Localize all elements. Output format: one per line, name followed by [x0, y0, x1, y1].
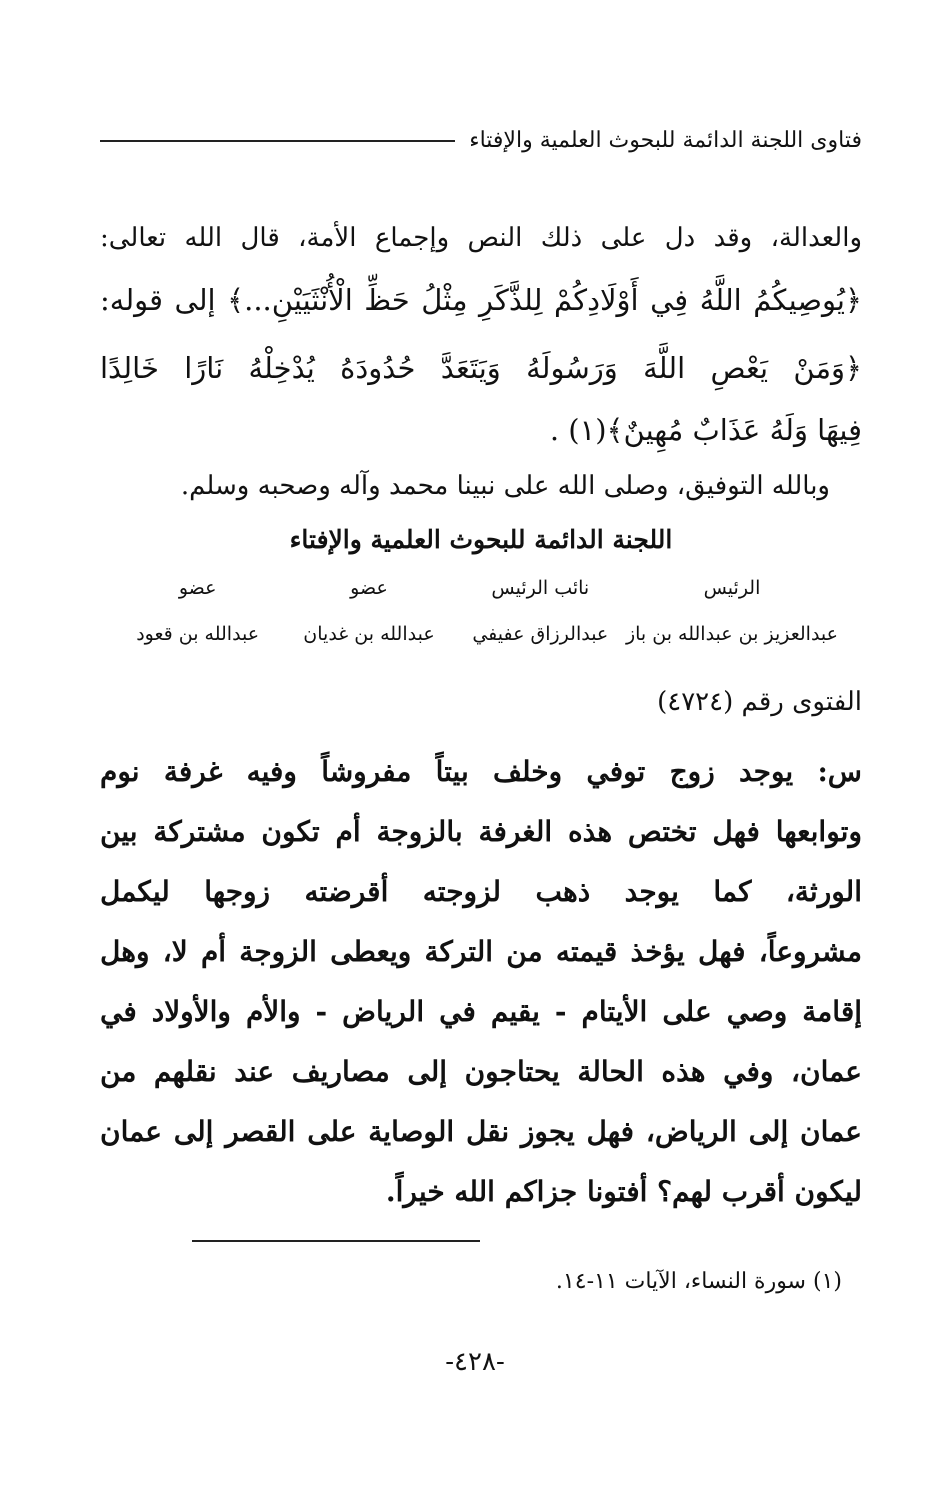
- footnote: (١) سورة النساء، الآيات ١١-١٤.: [555, 1269, 842, 1294]
- quran-verse-line-2: ﴿وَمَنْ يَعْصِ اللَّهَ وَرَسُولَهُ وَيَتَعَدَّ حُدُودَهُ يُدْخِلْهُ نَارًا خَالِدًا: [100, 351, 862, 385]
- question-line: عمان، وفي هذه الحالة يحتاجون إلى مصاريف عند نقلهم من: [100, 1055, 862, 1088]
- signer-role: عضو: [178, 577, 217, 599]
- header-rule: [100, 140, 455, 142]
- question-line: الورثة، كما يوجد ذهب لزوجته أقرضته زوجها ليكمل: [100, 875, 862, 908]
- quran-verse-line-3: فِيهَا وَلَهُ عَذَابٌ مُهِينٌ﴾(١) .: [549, 413, 862, 447]
- signer-name: عبدالرزاق عفيفي: [472, 623, 609, 645]
- signer-name: عبدالله بن قعود: [136, 623, 260, 645]
- signer-role: الرئيس: [703, 577, 761, 599]
- fatwa-number: الفتوى رقم (٤٧٢٤): [657, 687, 862, 717]
- question-line: س: يوجد زوج توفي وخلف بيتاً مفروشاً وفيه غرفة نوم: [100, 755, 862, 788]
- question-line: ليكون أقرب لهم؟ أفتونا جزاكم الله خيراً.: [385, 1175, 862, 1208]
- signer-name: عبدالعزيز بن عبدالله بن باز: [625, 623, 838, 645]
- signer-role: عضو: [350, 577, 388, 599]
- signer-name: عبدالله بن غديان: [303, 623, 435, 645]
- page-number: -٤٢٨-: [445, 1347, 505, 1377]
- question-line: عمان إلى الرياض، فهل يجوز نقل الوصاية على القصر إلى عمان: [100, 1115, 862, 1148]
- running-header-title: فتاوى اللجنة الدائمة للبحوث العلمية والإفتاء: [469, 128, 862, 153]
- committee-title: اللجنة الدائمة للبحوث العلمية والإفتاء: [289, 525, 673, 554]
- question-line: وتوابعها فهل تختص هذه الغرفة بالزوجة أم تكون مشتركة بين: [100, 815, 862, 848]
- question-line: إقامة وصي على الأيتام - يقيم في الرياض - والأم والأولاد في: [100, 995, 862, 1028]
- quran-verse-line-1: ﴿يُوصِيكُمُ اللَّهُ فِي أَوْلَادِكُمْ لِلذَّكَرِ مِثْلُ حَظِّ الْأُنْثَيَيْنِ...﴾ إلى قوله:: [100, 283, 862, 317]
- closing-line: وبالله التوفيق، وصلى الله على نبينا محمد وآله وصحبه وسلم.: [180, 471, 830, 501]
- signer-role: نائب الرئيس: [491, 577, 590, 599]
- body-line-1: والعدالة، وقد دل على ذلك النص وإجماع الأمة، قال الله تعالى:: [100, 223, 862, 253]
- running-header: [100, 124, 862, 158]
- signatories: [112, 570, 838, 652]
- question-line: مشروعاً، فهل يؤخذ قيمته من التركة ويعطى الزوجة أم لا، وهل: [100, 935, 862, 968]
- footnote-rule: [192, 1240, 480, 1242]
